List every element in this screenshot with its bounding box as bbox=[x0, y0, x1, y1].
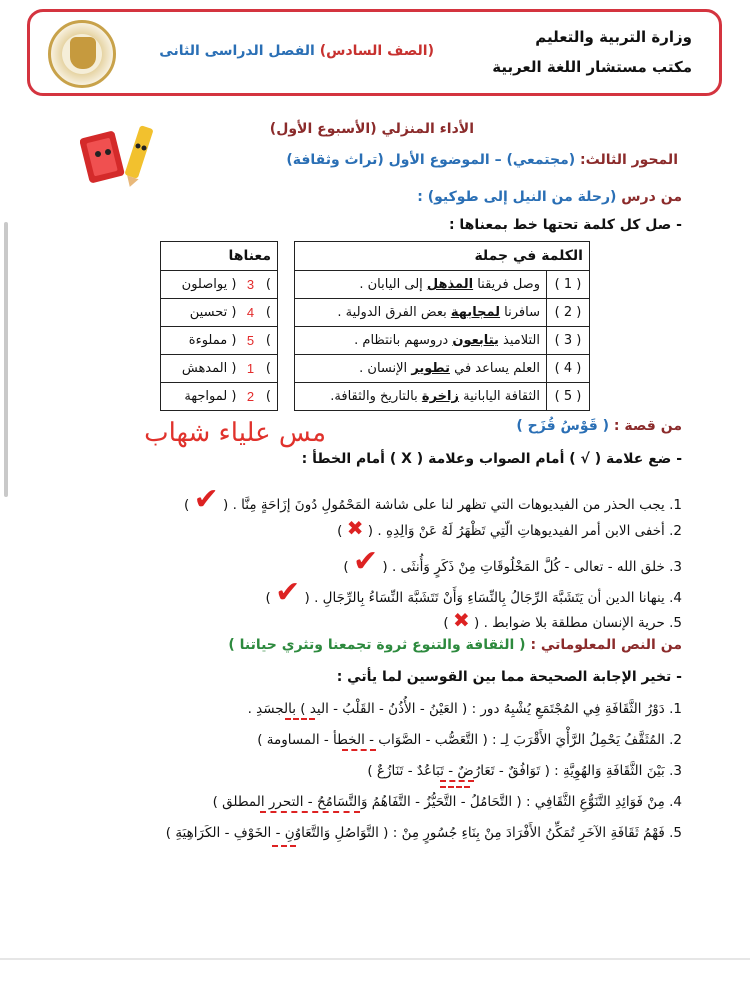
answer-underline bbox=[272, 845, 296, 847]
scrollbar[interactable] bbox=[4, 222, 8, 497]
check-mark-icon: ✔ bbox=[275, 575, 301, 610]
mcq-text: فَهْمُ ثَقَافَةِ الآخَرِ تُمَكِّنُ الأَفْرَادَ مِنْ بِنَاءِ جُسُورٍ مِنْ : ( التَّوَاصُلِ وَالتَّعَاوُنِ - الخَوْفِ - الكَرَاهِيَةِ ) bbox=[165, 825, 665, 841]
answer-number: 3 bbox=[242, 271, 256, 299]
row-sentence: التلاميذ يتابعون دروسهم بانتظام . bbox=[295, 327, 547, 355]
q2-instruction: - ضع علامة ( √ ) أمام الصواب وعلامة ( X ) أمام الخطأ : bbox=[301, 451, 682, 467]
answer-underline bbox=[342, 749, 376, 751]
grade-label: (الصف السادس) bbox=[319, 43, 434, 59]
office-name: مكتب مستشار اللغة العربية bbox=[492, 58, 692, 76]
info-name: ( الثقافة والتنوع ثروة تجمعنا وتثري حياتنا ) bbox=[228, 637, 526, 653]
axis-line bbox=[286, 152, 678, 168]
cross-mark-icon: ✖ bbox=[452, 608, 470, 632]
meaning-word: لمواجهة bbox=[184, 389, 228, 404]
story-line bbox=[516, 418, 682, 434]
underlined-word: زاخرة bbox=[421, 389, 459, 404]
statement-item: 4. ينهانا الدين أن يَتَشَبَّهَ الرِّجَالُ بِالنِّسَاءِ وَأَنْ تَتَشَبَّهَ النِّسَاءُ بِالرِّجَالِ . ( ✔ ) bbox=[265, 575, 682, 610]
answer-number: 2 bbox=[242, 383, 256, 411]
mcq-text: دَوْرُ الثَّقَافَةِ فِي المُجْتَمَعِ يُشْبِهُ دور : ( العَيْنُ - الأُذُنُ - القَلْبُ - اليد ) بالجسَدِ . bbox=[247, 701, 665, 717]
meaning-word: يواصلون bbox=[181, 277, 228, 292]
underlined-word: المذهل bbox=[426, 277, 474, 292]
table-row bbox=[295, 271, 590, 299]
underlined-word: لمجابهة bbox=[450, 305, 501, 320]
page-title: الأداء المنزلي (الأسبوع الأول) bbox=[269, 121, 474, 137]
story-label: من قصة : bbox=[613, 418, 682, 434]
story-name: ( قَوْسُ قُزَح ) bbox=[516, 418, 610, 434]
mcq-item: 1. دَوْرُ الثَّقَافَةِ فِي المُجْتَمَعِ يُشْبِهُ دور : ( العَيْنُ - الأُذُنُ - القَلْبُ - اليد ) بالجسَدِ . bbox=[247, 701, 682, 717]
answer-underline bbox=[440, 780, 474, 782]
meaning-word: المدهش bbox=[181, 361, 228, 376]
statement-item: 5. حرية الإنسان مطلقة بلا ضوابط . ( ✖ ) bbox=[443, 608, 682, 632]
table-row bbox=[295, 327, 590, 355]
row-num: ( 5 ) bbox=[547, 383, 590, 411]
handwritten-name: مس علياء شهاب bbox=[144, 418, 326, 448]
mcq-text: بَيْنَ الثَّقَافَةِ وَالهُوِيَّةِ : ( تَوَافُقٌ - تَعَارُضٌ - تَبَاعُدٌ - تَنَازُعٌ ) bbox=[367, 763, 665, 779]
book-pencil-mascot-icon bbox=[80, 120, 170, 190]
meaning-word: مملوءة bbox=[188, 333, 228, 348]
col-meaning-header: معناها bbox=[161, 242, 278, 271]
answer-overline bbox=[440, 786, 470, 788]
underlined-word: تطوير bbox=[411, 361, 450, 376]
statement-text: ينهانا الدين أن يَتَشَبَّهَ الرِّجَالُ بِالنِّسَاءِ وَأَنْ تَتَشَبَّهَ النِّسَاءُ بِالرِّجَالِ . bbox=[314, 590, 665, 606]
table-row: ) 3 ( يواصلون bbox=[161, 271, 278, 299]
check-mark-icon: ✔ bbox=[193, 482, 219, 517]
mcq-text: المُثَقَّفُ يَحْمِلُ الرَّأْيَ الأَقْرَبَ لِـ : ( التَّعَصُّب - الصَّوَاب - الخطأ - المساومة ) bbox=[257, 732, 665, 748]
statement-item: 1. يجب الحذر من الفيديوهات التي تظهر لنا على شاشة المَحْمُولِ دُونَ إزَاحَةٍ مِنَّا . ( ✔ ) bbox=[184, 482, 682, 517]
info-line bbox=[228, 637, 682, 653]
ministry-seal-icon bbox=[48, 20, 116, 88]
col-word-header: الكلمة في جملة bbox=[295, 242, 590, 271]
answer-number: 1 bbox=[242, 355, 256, 383]
row-sentence: العلم يساعد في تطوير الإنسان . bbox=[295, 355, 547, 383]
cross-mark-icon: ✖ bbox=[346, 516, 364, 540]
axis-label: المحور الثالث: bbox=[580, 152, 678, 168]
ministry-name: وزارة التربية والتعليم bbox=[535, 28, 692, 46]
table-row: ) 2 ( لمواجهة bbox=[161, 383, 278, 411]
table-row: ) 4 ( تحسين bbox=[161, 299, 278, 327]
row-sentence: سافرنا لمجابهة بعض الفرق الدولية . bbox=[295, 299, 547, 327]
mcq-item: 5. فَهْمُ ثَقَافَةِ الآخَرِ تُمَكِّنُ الأَفْرَادَ مِنْ بِنَاءِ جُسُورٍ مِنْ : ( التَّوَاصُلِ وَالتَّعَاوُنِ - الخَوْفِ - الكَرَاهِيَةِ ) bbox=[165, 825, 682, 841]
lesson-line bbox=[417, 189, 682, 205]
term-label: الفصل الدراسى الثانى bbox=[159, 43, 315, 59]
words-table bbox=[294, 241, 590, 411]
row-num: ( 2 ) bbox=[547, 299, 590, 327]
table-row bbox=[295, 299, 590, 327]
table-row: ) 5 ( مملوءة bbox=[161, 327, 278, 355]
meaning-word: تحسين bbox=[189, 305, 228, 320]
check-mark-icon: ✔ bbox=[352, 544, 379, 579]
statement-item: 2. أخفى الابن أمر الفيديوهاتِ الّتِي تَظْهَرُ لَهُ عَنْ وَالِدِهِ . ( ✖ ) bbox=[337, 516, 682, 540]
answer-number: 4 bbox=[242, 299, 256, 327]
table-row: ) 1 ( المدهش bbox=[161, 355, 278, 383]
row-num: ( 3 ) bbox=[547, 327, 590, 355]
statement-text: أخفى الابن أمر الفيديوهاتِ الّتِي تَظْهَرُ لَهُ عَنْ وَالِدِهِ . bbox=[377, 523, 665, 539]
answer-underline bbox=[285, 718, 315, 720]
table-row bbox=[295, 355, 590, 383]
mcq-item: 2. المُثَقَّفُ يَحْمِلُ الرَّأْيَ الأَقْرَبَ لِـ : ( التَّعَصُّب - الصَّوَاب - الخطأ - المساومة ) bbox=[257, 732, 682, 748]
underlined-word: يتابعون bbox=[452, 333, 499, 348]
q1-instruction: - صل كل كلمة تحتها خط بمعناها : bbox=[448, 217, 682, 233]
row-sentence: وصل فريقنا المذهل إلى اليابان . bbox=[295, 271, 547, 299]
lesson-name: (رحلة من النيل إلى طوكيو) : bbox=[417, 189, 617, 205]
mcq-item: 4. مِنْ فَوَائِدِ التَّنَوُّعِ الثَّقَافِي : ( التَّحَامُلُ - التَّحَيُّزُ - التَّفَاهُمُ وَالتَّسَامُحُ - التحرر المطلق ) bbox=[212, 794, 682, 810]
mcq-text: مِنْ فَوَائِدِ التَّنَوُّعِ الثَّقَافِي : ( التَّحَامُلُ - التَّحَيُّزُ - التَّفَاهُمُ وَالتَّسَامُحُ - التحرر المطلق ) bbox=[212, 794, 665, 810]
statement-text: يجب الحذر من الفيديوهات التي تظهر لنا على شاشة المَحْمُولِ دُونَ إزَاحَةٍ مِنَّا . bbox=[232, 497, 665, 513]
grade-term bbox=[159, 43, 434, 59]
row-num: ( 1 ) bbox=[547, 271, 590, 299]
statement-item: 3. خلق الله - تعالى - كُلَّ المَخْلُوقَاتِ مِنْ ذَكَرٍ وَأُنثَى . ( ✔ ) bbox=[343, 544, 682, 579]
answer-underline bbox=[260, 811, 360, 813]
axis-value: (مجتمعي) – الموضوع الأول (تراث وثقافة) bbox=[286, 152, 576, 168]
row-sentence: الثقافة اليابانية زاخرة بالتاريخ والثقافة. bbox=[295, 383, 547, 411]
meanings-table bbox=[160, 241, 278, 411]
table-row bbox=[295, 383, 590, 411]
lesson-label: من درس bbox=[621, 189, 682, 205]
statement-text: حرية الإنسان مطلقة بلا ضوابط . bbox=[483, 615, 665, 631]
page-divider bbox=[0, 958, 750, 960]
mcq-item: 3. بَيْنَ الثَّقَافَةِ وَالهُوِيَّةِ : ( تَوَافُقٌ - تَعَارُضٌ - تَبَاعُدٌ - تَنَازُعٌ ) bbox=[367, 763, 682, 779]
info-label: من النص المعلوماتي : bbox=[530, 637, 682, 653]
row-num: ( 4 ) bbox=[547, 355, 590, 383]
q3-instruction: - تخير الإجابة الصحيحة مما بين القوسين لما يأتي : bbox=[336, 669, 682, 685]
statement-text: خلق الله - تعالى - كُلَّ المَخْلُوقَاتِ مِنْ ذَكَرٍ وَأُنثَى . bbox=[391, 559, 665, 575]
answer-number: 5 bbox=[242, 327, 256, 355]
